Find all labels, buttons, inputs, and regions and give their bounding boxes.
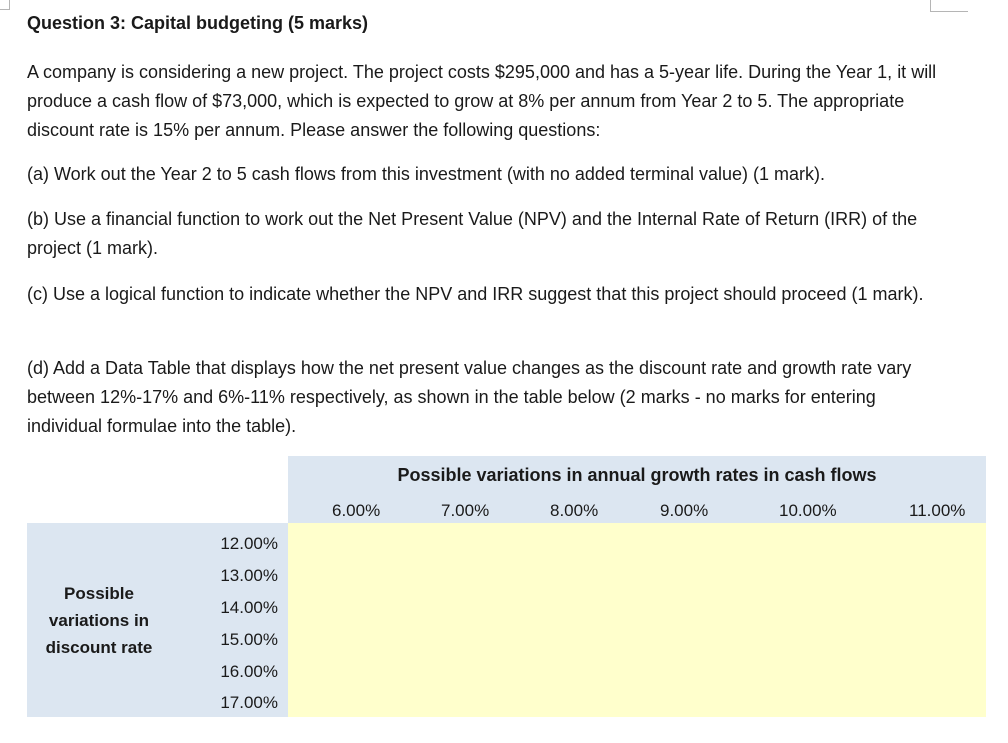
question-part-c: (c) Use a logical function to indicate whether the NPV and IRR suggest that this project should proceed (1 mark). [27, 284, 924, 304]
page-corner-mark-left [0, 0, 10, 10]
growth-rate-header: 7.00% [441, 501, 490, 520]
discount-rate-header: 13.00% [220, 566, 278, 585]
question-part-b: (b) Use a financial function to work out the Net Present Value (NPV) and the Internal Rate of Return (IRR) of the project (1 mark). [27, 209, 918, 258]
row-label-line: discount rate [45, 638, 153, 657]
table-title: Possible variations in annual growth rates in cash flows [397, 465, 877, 485]
growth-rate-header: 9.00% [660, 501, 709, 520]
table-data-area[interactable] [288, 523, 986, 717]
discount-rate-header: 17.00% [220, 693, 278, 712]
discount-rate-header: 15.00% [220, 630, 278, 649]
growth-rate-header: 8.00% [550, 501, 599, 520]
discount-rate-header: 12.00% [220, 534, 278, 553]
growth-rate-header: 6.00% [332, 501, 381, 520]
discount-rate-header: 16.00% [220, 662, 278, 681]
row-label-line: variations in [48, 611, 150, 630]
question-part-a: (a) Work out the Year 2 to 5 cash flows from this investment (with no added terminal value) (1 mark). [27, 164, 826, 184]
discount-rate-header: 14.00% [220, 598, 278, 617]
question-part-d: (d) Add a Data Table that displays how the net present value changes as the discount rate and growth rate vary between 12%-17% and 6%-11% respectively, as shown in the table below (2 marks - no marks for entering individual formulae into the table). [27, 358, 912, 436]
question-intro: A company is considering a new project. The project costs $295,000 and has a 5-year life. During the Year 1, it will produce a cash flow of $73,000, which is expected to grow at 8% per annum from Year 2 to 5. The appropriate discount rate is 15% per annum. Please answer the following questions: [27, 62, 937, 140]
growth-rate-header: 10.00% [779, 501, 837, 520]
discount-rate-row-label [27, 580, 171, 661]
growth-rate-header: 11.00% [909, 501, 966, 520]
question-title: Question 3: Capital budgeting (5 marks) [27, 13, 369, 33]
page-corner-mark-right [930, 0, 968, 12]
row-label-line: Possible [64, 584, 134, 603]
